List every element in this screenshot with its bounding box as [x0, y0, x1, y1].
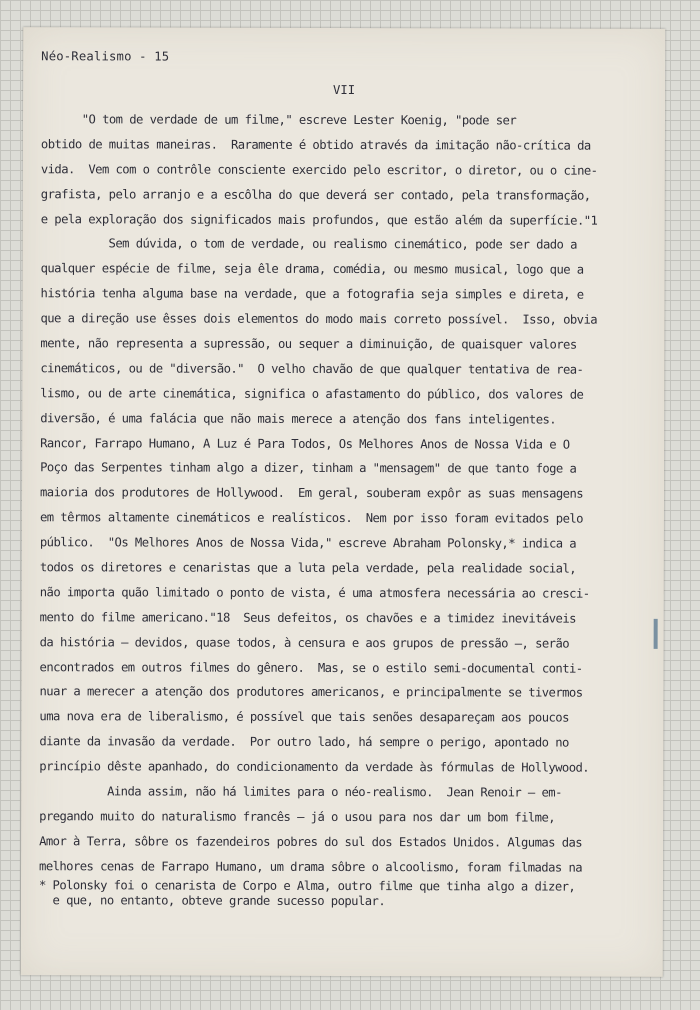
text-line: Poço das Serpentes tinham algo a dizer, tinham a "mensagem" de que tanto foge a — [40, 460, 577, 477]
footnote-line: * Polonsky foi o cenarista de Corpo e Alma, outro filme que tinha algo a dizer, — [38, 878, 576, 894]
section-number: VII — [333, 82, 356, 98]
text-line: pregando muito do naturalismo francês — já o usou para nos dar um bom filme, — [39, 809, 556, 825]
text-line: grafista, pelo arranjo e a escôlha do que deverá ser contado, pela transformação, — [40, 186, 591, 203]
text-line: da história — devidos, quase todos, à censura e aos grupos de pressão —, serão — [39, 634, 570, 651]
text-line: e pela exploração dos significados mais profundos, que estão além da superfície."1 — [40, 211, 598, 228]
text-line: princípio dêste apanhado, do condicionamento da verdade às fórmulas de Hollywood. — [39, 759, 590, 775]
text-line: "O tom de verdade de um filme," escreve Lester Koenig, "pode ser — [40, 112, 517, 128]
text-line: encontrados em outros filmes do gênero. Mas, se o estilo semi-documental conti- — [39, 659, 583, 676]
text-line: diversão, é uma falácia que não mais merece a atenção dos fans inteligentes. — [40, 410, 557, 427]
text-line: maioria dos produtores de Hollywood. Em geral, souberam expôr as suas mensagens — [40, 485, 584, 501]
text-line: melhores cenas de Farrapo Humano, um drama sôbre o alcoolismo, foram filmadas na — [39, 858, 583, 875]
text-line: mente, não representa a supressão, ou sequer a diminuição, de quaisquer valores — [40, 336, 577, 352]
text-line: público. "Os Melhores Anos de Nossa Vida," escreve Abraham Polonsky,* indica a — [39, 535, 577, 551]
text-line: Sem dúvida, o tom de verdade, ou realismo cinemático, pode ser dado a — [40, 236, 577, 253]
footnote-line: e que, no entanto, obteve grande sucesso popular. — [38, 893, 386, 909]
text-line: história tenha alguma base na verdade, que a fotografia seja simples e direta, e — [40, 286, 584, 302]
text-line: Amor à Terra, sôbre os fazendeiros pobres do sul dos Estados Unidos. Algumas das — [39, 834, 583, 850]
page-header: Néo-Realismo - 15 — [41, 49, 170, 64]
text-line: Ainda assim, não há limites para o néo-realismo. Jean Renoir — em- — [39, 784, 562, 800]
typewritten-page — [21, 27, 665, 977]
text-line: nuar a merecer a atenção dos produtores americanos, e principalmente se tivermos — [39, 684, 583, 701]
text-line: cinemáticos, ou de "diversão." O velho chavão de que qualquer tentativa de rea- — [40, 361, 584, 377]
ink-mark — [654, 619, 658, 649]
footnote — [39, 878, 659, 910]
body-text — [39, 107, 661, 880]
text-line: em têrmos altamente cinemáticos e realísticos. Nem por isso foram evitados pelo — [39, 510, 583, 526]
text-line: lismo, ou de arte cinemática, significa o afastamento do público, dos valores de — [40, 386, 584, 402]
text-line: uma nova era de liberalismo, é possível que tais senões desapareçam aos poucos — [39, 709, 569, 725]
text-line: diante da invasão da verdade. Por outro lado, há sempre o perigo, apontado no — [39, 734, 569, 750]
text-line: qualquer espécie de filme, seja êle drama, comédia, ou mesmo musical, logo que a — [40, 261, 584, 277]
text-line: mento do filme americano."18 Seus defeitos, os chavões e a timidez inevitáveis — [39, 610, 576, 626]
text-line: obtido de muitas maneiras. Raramente é obtido através da imitação não-crítica da — [40, 137, 591, 153]
text-line: não importa quão limitado o ponto de vista, é uma atmosfera necessária ao cresci- — [39, 585, 590, 601]
text-line: todos os diretores e cenaristas que a luta pela verdade, pela realidade social, — [39, 560, 577, 576]
text-line: Rancor, Farrapo Humano, A Luz é Para Todos, Os Melhores Anos de Nossa Vida e O — [40, 435, 570, 452]
text-line: vida. Vem com o contrôle consciente exercido pelo escritor, o diretor, ou o cine- — [40, 161, 598, 178]
text-line: que a direção use êsses dois elementos do modo mais correto possível. Isso, obvia — [40, 311, 598, 327]
